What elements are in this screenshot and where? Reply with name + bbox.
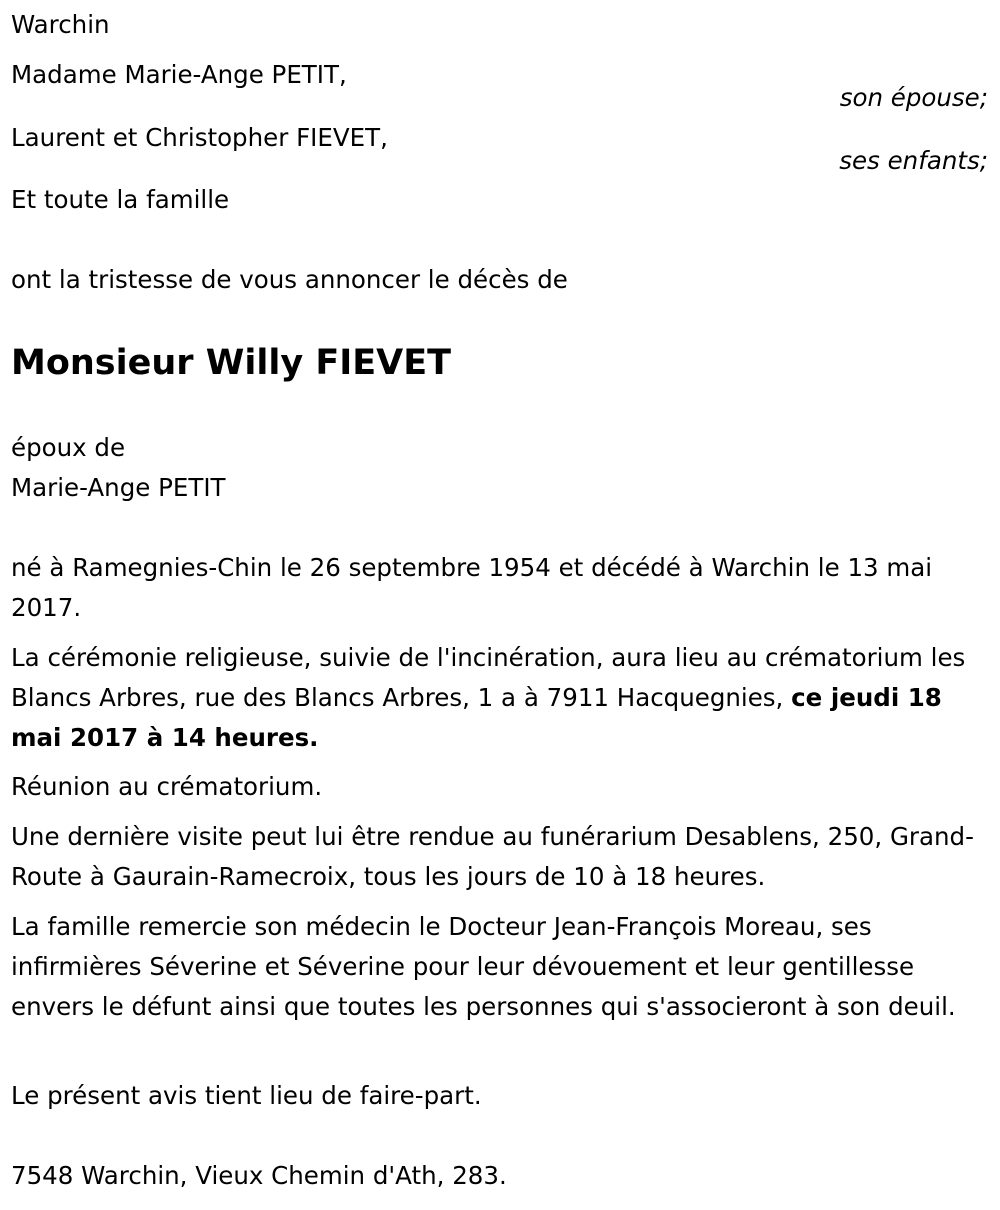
family-member-spouse: Madame Marie-Ange PETIT, (11, 60, 347, 89)
visit-paragraph: Une dernière visite peut lui être rendue au funérarium Desablens, 250, Grand-Route à Gaurain-Ramecroix, tous les jours de 10 à 18 heures. (11, 822, 974, 891)
family-member-others: Et toute la famille (11, 185, 230, 214)
spouse-name: Marie-Ange PETIT (11, 473, 226, 502)
birth-death-paragraph: né à Ramegnies-Chin le 26 septembre 1954 et décédé à Warchin le 13 mai 2017. (11, 553, 933, 622)
ceremony-paragraph (11, 638, 981, 758)
family-address: 7548 Warchin, Vieux Chemin d'Ath, 283. (11, 1161, 507, 1190)
thanks-paragraph: La famille remercie son médecin le Docteur Jean-François Moreau, ses infirmières Séverine et Séverine pour leur dévouement et leur gentillesse envers le défunt ainsi que toutes les personnes qui s'associeront à son deuil. (11, 912, 956, 1021)
family-role-spouse: son épouse; (839, 83, 988, 112)
spouse-intro: époux de (11, 433, 126, 462)
notice-paragraph: Le présent avis tient lieu de faire-part. (11, 1081, 482, 1110)
family-member-children: Laurent et Christopher FIEVET, (11, 123, 388, 152)
location-heading: Warchin (11, 10, 110, 39)
ceremony-date: ce jeudi 18 mai 2017 à 14 heures. (11, 683, 942, 752)
family-role-children: ses enfants; (839, 146, 988, 175)
announcement-text: ont la tristesse de vous annoncer le décès de (11, 265, 568, 294)
reunion-paragraph: Réunion au crématorium. (11, 772, 323, 801)
deceased-name: Monsieur Willy FIEVET (11, 343, 452, 383)
ceremony-text: La cérémonie religieuse, suivie de l'incinération, aura lieu au crématorium les Blancs Arbres, rue des Blancs Arbres, 1 a à 7911 Hacquegnies, (11, 643, 966, 712)
